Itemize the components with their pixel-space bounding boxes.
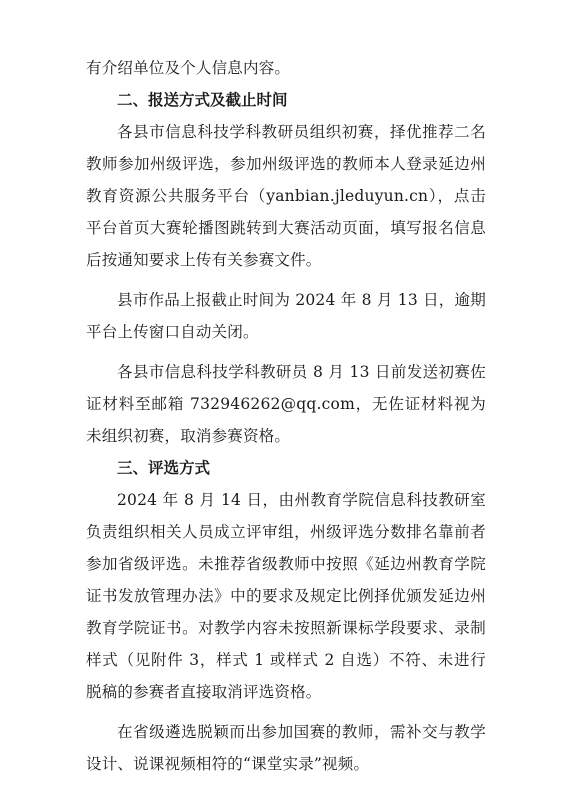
paragraph-evidence-email: 各县市信息科技学科教研员 8 月 13 日前发送初赛佐证材料至邮箱 732946262@qq.com，无佐证材料视为未组织初赛，取消参赛资格。 xyxy=(86,363,486,445)
paragraph-evaluation-method: 2024 年 8 月 14 日，由州教育学院信息科技教研室负责组织相关人员成立评审组，州级评选分数排名靠前者参加省级评选。未推荐省级教师中按照《延边州教育学院证书发放管理办法》中的要求及规定比例择优颁发延边州教育学院证书。对教学内容未按照新课标学段要求、录制样式（见附件 3，样式 1 或样式 2 自选）不符、未进行脱稿的参赛者直接取消评选资格。 xyxy=(86,491,486,701)
paragraph-national-selection: 在省级遴选脱颖而出参加国赛的教师，需补交与教学设计、说课视频相符的“课堂实录”视频。 xyxy=(86,723,486,773)
section-heading-evaluation: 三、评选方式 xyxy=(117,459,211,477)
paragraph-deadline: 县市作品上报截止时间为 2024 年 8 月 13 日，逾期平台上传窗口自动关闭。 xyxy=(86,291,486,341)
section-heading-submission: 二、报送方式及截止时间 xyxy=(117,91,288,109)
document-page xyxy=(86,52,486,780)
paragraph-intro-tail: 有介绍单位及个人信息内容。 xyxy=(86,59,291,77)
paragraph-submission-process: 各县市信息科技学科教研员组织初赛，择优推荐二名教师参加州级评选，参加州级评选的教师本人登录延边州教育资源公共服务平台（yanbian.jleduyun.cn），点击平台首页大赛轮播图跳转到大赛活动页面，填写报名信息后按通知要求上传有关参赛文件。 xyxy=(86,123,486,269)
